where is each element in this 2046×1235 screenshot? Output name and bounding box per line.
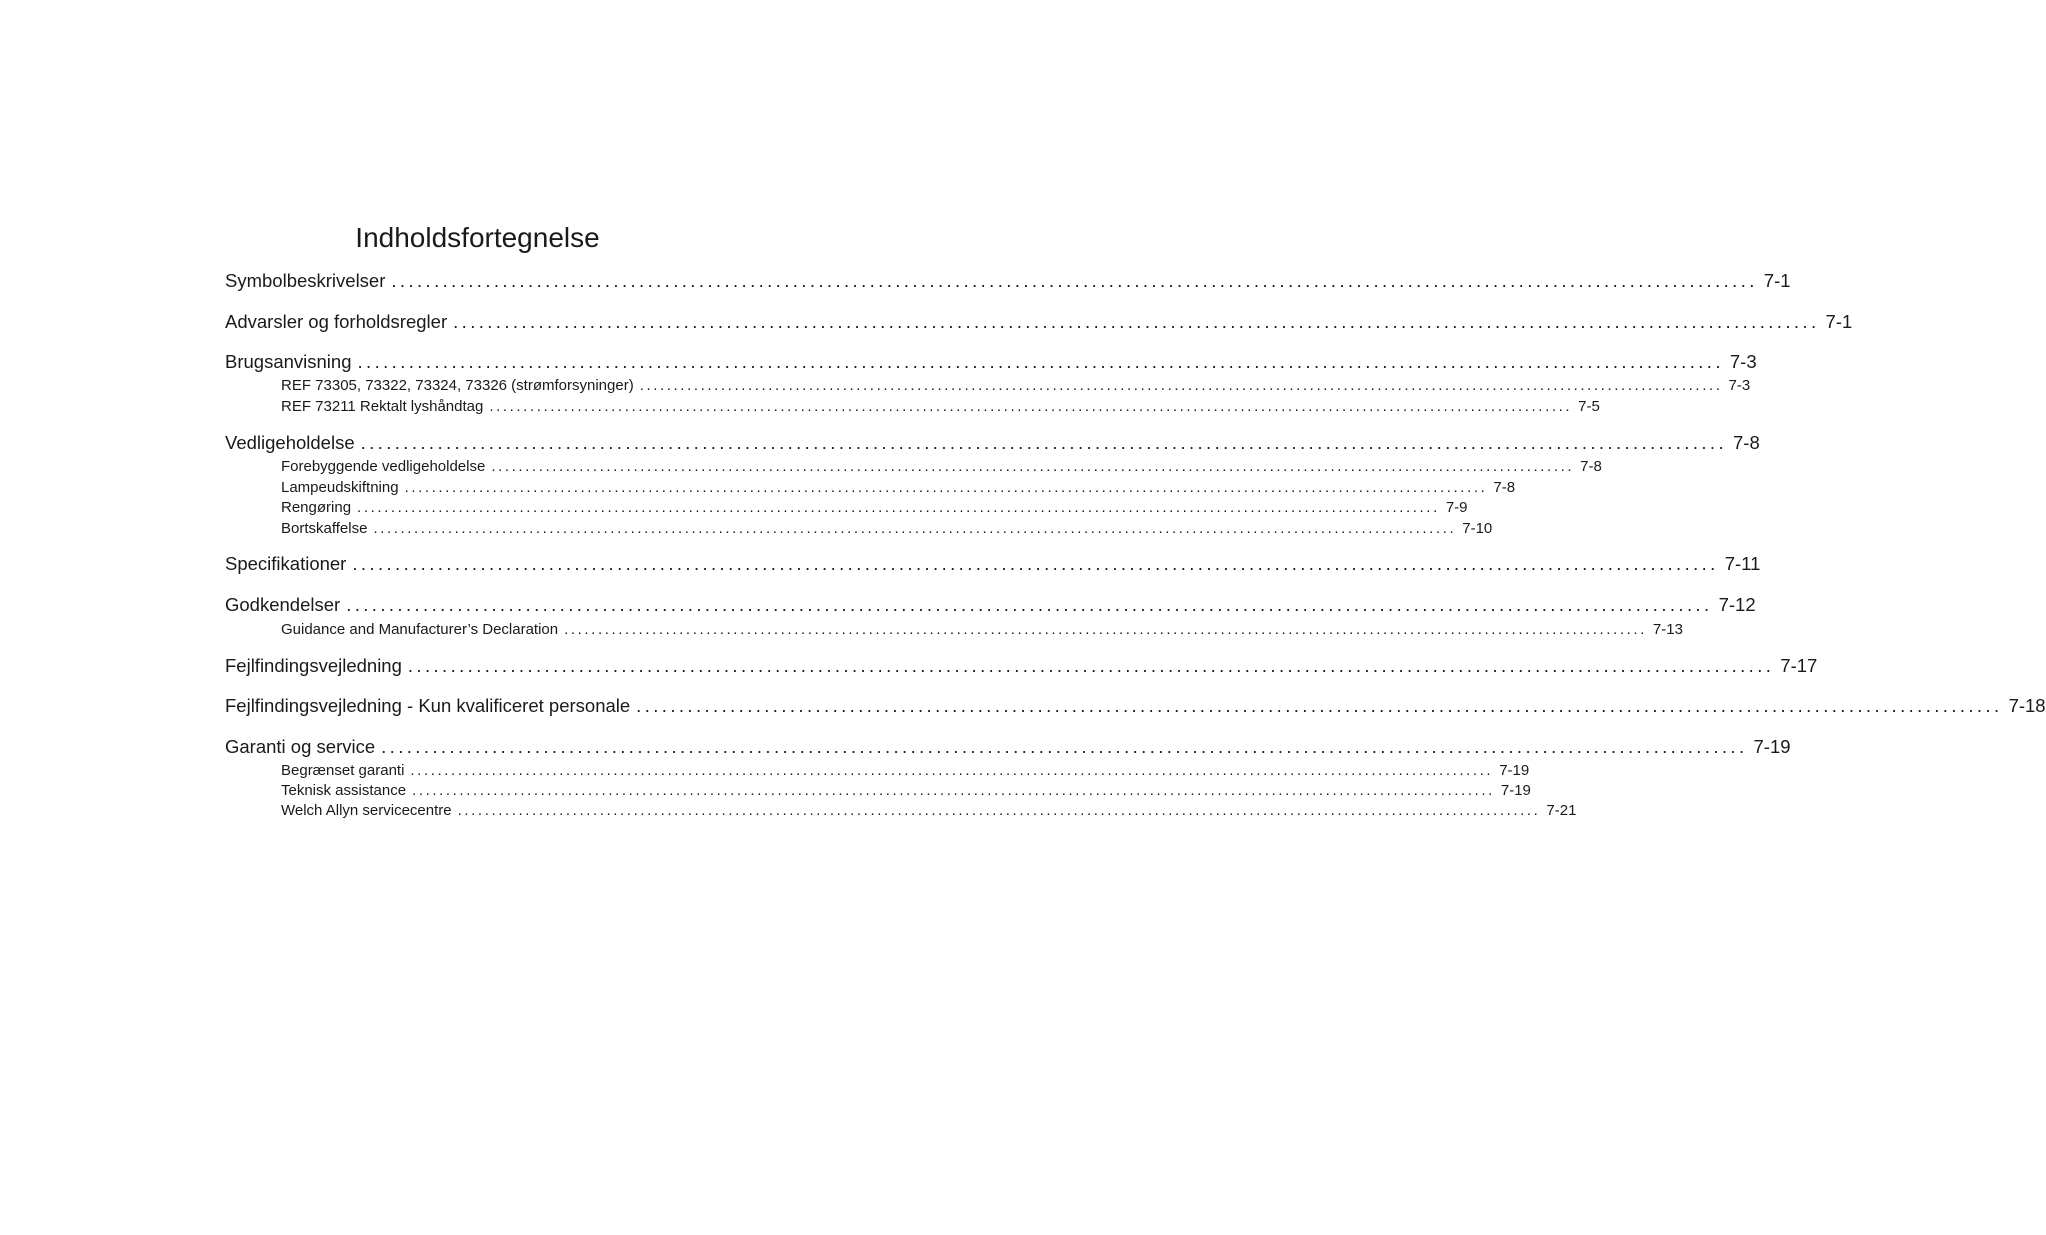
toc-entry-label: REF 73305, 73322, 73324, 73326 (strømforsyninger) — [281, 377, 634, 394]
toc-entry-page: 7-8 — [1733, 432, 1760, 453]
toc-entry-page: 7-17 — [1780, 655, 1818, 676]
toc-entry-page: 7-11 — [1724, 553, 1761, 574]
toc-entry-page: 7-5 — [1578, 398, 1600, 415]
toc-entry — [225, 310, 1853, 334]
toc-entry-label: Rengøring — [281, 499, 352, 516]
dot-leader: ................................................................................................................................................................ — [391, 270, 1758, 291]
toc-entry-page: 7-3 — [1728, 377, 1751, 394]
toc-entry-page: 7-8 — [1493, 479, 1516, 496]
toc-subentry — [281, 397, 1600, 416]
toc-entry-label: Garanti og service — [225, 736, 376, 757]
dot-leader: ................................................................................................................................................................ — [453, 311, 1820, 332]
toc-entry-label: Godkendelser — [225, 594, 341, 615]
toc-subentry — [281, 761, 1530, 780]
toc-entry — [225, 593, 1756, 617]
toc-entry-page: 7-18 — [2008, 695, 2046, 716]
dot-leader: ................................................................................................................................................................ — [639, 377, 1723, 394]
toc-subentry — [281, 620, 1683, 639]
toc-entry-label: Brugsanvisning — [225, 351, 352, 372]
toc-entry — [225, 694, 2046, 718]
dot-leader: ................................................................................................................................................................ — [491, 458, 1575, 475]
toc-entry-label: Bortskaffelse — [281, 520, 368, 537]
dot-leader: ................................................................................................................................................................ — [404, 479, 1488, 496]
dot-leader: ................................................................................................................................................................ — [346, 594, 1713, 615]
toc-entry-label: Vedligeholdelse — [225, 432, 355, 453]
toc-entry — [225, 269, 1791, 293]
dot-leader: ................................................................................................................................................................ — [381, 736, 1748, 757]
toc-entry-page: 7-19 — [1499, 762, 1530, 779]
toc-subentry — [281, 376, 1751, 395]
toc-entry — [225, 431, 1760, 455]
toc-entry-page: 7-8 — [1580, 458, 1602, 475]
dot-leader: ................................................................................................................................................................ — [407, 655, 1775, 676]
toc-entry-label: Forebyggende vedligeholdelse — [281, 458, 486, 475]
toc-entry-label: Lampeudskiftning — [281, 479, 399, 496]
toc-entry-label: Fejlfindingsvejledning — [225, 655, 402, 676]
page-title: Indholdsfortegnelse — [355, 222, 600, 253]
toc-entry-page: 7-9 — [1445, 499, 1468, 516]
toc-entry — [225, 735, 1791, 759]
dot-leader: ................................................................................................................................................................ — [636, 695, 2003, 716]
toc-subentry — [281, 781, 1531, 800]
toc-entry-label: Symbolbeskrivelser — [225, 270, 386, 291]
toc-entry-label: Specifikationer — [225, 553, 347, 574]
dot-leader: ................................................................................................................................................................ — [457, 802, 1541, 819]
toc-subentry — [281, 457, 1602, 476]
toc-entry-page: 7-1 — [1825, 311, 1853, 332]
dot-leader: ................................................................................................................................................................ — [352, 553, 1719, 574]
toc-entry-page: 7-1 — [1763, 270, 1791, 291]
toc-entry — [225, 654, 1818, 678]
toc-entry-label: Welch Allyn servicecentre — [281, 802, 452, 819]
toc-entry-page: 7-21 — [1546, 802, 1577, 819]
toc-entry-label: Begrænset garanti — [281, 762, 405, 779]
toc-subentry — [281, 498, 1468, 517]
dot-leader: ................................................................................................................................................................ — [357, 499, 1440, 516]
dot-leader: ................................................................................................................................................................ — [564, 621, 1647, 638]
toc-entry-page: 7-13 — [1652, 621, 1683, 638]
toc-entry-label: Fejlfindingsvejledning - Kun kvalificeret personale — [225, 695, 631, 716]
dot-leader: ................................................................................................................................................................ — [373, 520, 1457, 537]
toc-entry-label: Guidance and Manufacturer’s Declaration — [281, 621, 559, 638]
dot-leader: ................................................................................................................................................................ — [489, 398, 1573, 415]
toc-subentry — [281, 801, 1577, 820]
toc-entry-label: Advarsler og forholdsregler — [225, 311, 448, 332]
toc-subentry — [281, 519, 1493, 538]
toc-entry-page: 7-12 — [1718, 594, 1756, 615]
toc-entry-label: Teknisk assistance — [281, 782, 407, 799]
toc-entry — [225, 552, 1761, 576]
toc-entry-page: 7-10 — [1462, 520, 1493, 537]
dot-leader: ................................................................................................................................................................ — [412, 782, 1495, 799]
dot-leader: ................................................................................................................................................................ — [360, 432, 1727, 453]
toc-entry-label: REF 73211 Rektalt lyshåndtag — [281, 398, 484, 415]
toc-subentry — [281, 478, 1516, 497]
toc-entry-page: 7-19 — [1500, 782, 1531, 799]
dot-leader: ................................................................................................................................................................ — [357, 351, 1724, 372]
toc-entry — [225, 350, 1757, 374]
toc-entry-page: 7-3 — [1729, 351, 1757, 372]
toc-entry-page: 7-19 — [1753, 736, 1791, 757]
dot-leader: ................................................................................................................................................................ — [410, 762, 1494, 779]
